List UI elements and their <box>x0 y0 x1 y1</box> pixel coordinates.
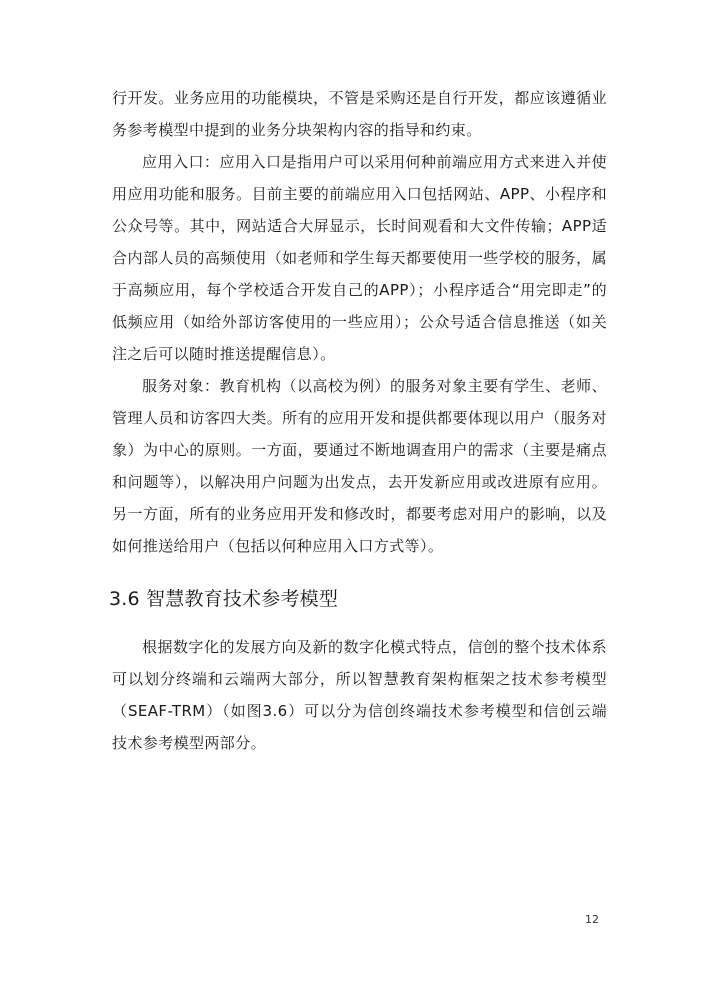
page-content <box>109 82 607 759</box>
paragraph-application-entry: 应用入口：应用入口是指用户可以采用何种前端应用方式来进入并使用应用功能和服务。目前主要的前端应用入口包括网站、APP、小程序和公众号等。其中，网站适合大屏显示，长时间观看和大文件传输；APP适合内部人员的高频使用（如老师和学生每天都要使用一些学校的服务，属于高频应用，每个学校适合开发自己的APP）；小程序适合“用完即走”的低频应用（如给外部访客使用的一些应用）；公众号适合信息推送（如关注之后可以随时推送提醒信息）。 <box>112 153 607 363</box>
section-heading: 3.6 智慧教育技术参考模型 <box>109 588 339 610</box>
page-number: 12 <box>585 913 599 926</box>
paragraph-continuation: 行开发。业务应用的功能模块，不管是采购还是自行开发，都应该遵循业务参考模型中提到的业务分块架构内容的指导和约束。 <box>112 89 607 139</box>
paragraph-service-targets: 服务对象：教育机构（以高校为例）的服务对象主要有学生、老师、管理人员和访客四大类。所有的应用开发和提供都要体现以用户（服务对象）为中心的原则。一方面，要通过不断地调查用户的需求（主要是痛点和问题等），以解决用户问题为出发点，去开发新应用或改进原有应用。另一方面，所有的业务应用开发和修改时，都要考虑对用户的影响，以及如何推送给用户（包括以何种应用入口方式等）。 <box>112 377 607 555</box>
paragraph-technical-model: 根据数字化的发展方向及新的数字化模式特点，信创的整个技术体系可以划分终端和云端两大部分，所以智慧教育架构框架之技术参考模型（SEAF-TRM）（如图3.6）可以分为信创终端技术参考模型和信创云端技术参考模型两部分。 <box>112 638 607 752</box>
